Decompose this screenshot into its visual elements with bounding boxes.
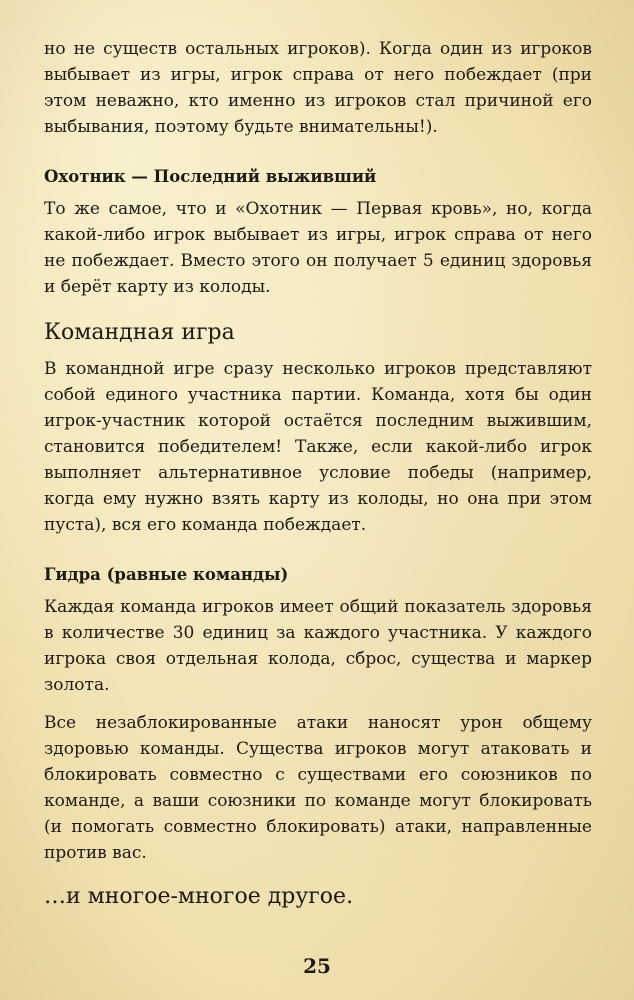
closing-line: …и многое-многое другое.: [44, 884, 354, 909]
page-number: 25: [303, 954, 331, 978]
hydra-paragraph-2: Все незаблокированные атаки наносят урон общему здоровью команды. Существа игроков могут атаковать и блокировать совместно с существами его союзников по команде, а ваши союзники по команде могут блокировать (и помогать совместно блокировать) атаки, направленные против вас.: [44, 713, 592, 863]
team-game-text: В командной игре сразу несколько игроков представляют собой единого участника партии. Команда, хотя бы один игрок-участник которой остаётся последним выжившим, становится победителем! Также, если какой-либо игрок выполняет альтернативное условие победы (например, когда ему нужно взять карту из колоды, но она при этом пуста), вся его команда побеждает.: [44, 359, 592, 535]
page-content: [44, 36, 592, 912]
section-heading-team-game: Командная игра: [44, 320, 235, 345]
intro-paragraph: но не существ остальных игроков). Когда один из игроков выбывает из игры, игрок справа от него побеждает (при этом неважно, кто именно из игроков стал причиной его выбывания, поэтому будьте внимательны!).: [44, 39, 592, 137]
hunter-last-survivor-text: То же самое, что и «Охотник — Первая кровь», но, когда какой-либо игрок выбывает из игры, игрок справа от него не побеждает. Вместо этого он получает 5 единиц здоровья и берёт карту из колоды.: [44, 199, 592, 297]
hydra-paragraph-1: Каждая команда игроков имеет общий показатель здоровья в количестве 30 единиц за каждого участника. У каждого игрока своя отдельная колода, сброс, существа и маркер золота.: [44, 597, 592, 695]
section-heading-hunter-last-survivor: Охотник — Последний выживший: [44, 167, 377, 186]
section-heading-hydra: Гидра (равные команды): [44, 565, 289, 584]
